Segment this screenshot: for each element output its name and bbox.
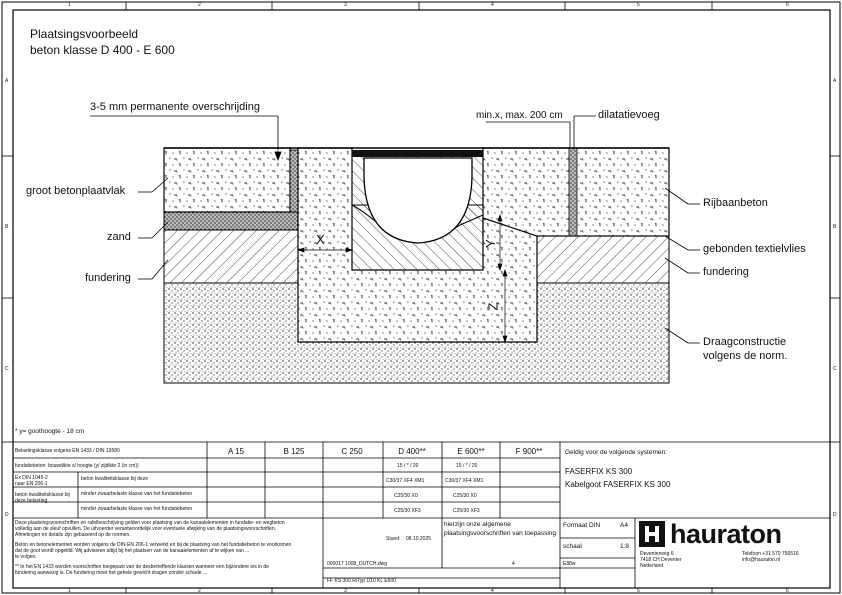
class-f900: F 900** — [515, 447, 543, 456]
left-paving-block — [164, 148, 290, 212]
callout-draagconstructie-2: volgens de norm. — [703, 350, 788, 362]
company-address-1: Deventerweg 6 — [640, 551, 674, 557]
scale-label: schaal — [563, 543, 582, 550]
table-row3-label-b: naar EN 206-1 — [15, 481, 48, 487]
grid-col-4: 4 — [491, 2, 494, 8]
callout-zand: zand — [107, 231, 131, 243]
doc-code: E88w — [563, 561, 576, 567]
grid-row-a: A — [5, 78, 9, 84]
class-c250: C 250 — [341, 447, 363, 456]
company-phone: Telefoon +31 570 756516 — [742, 551, 799, 557]
right-expansion-joint — [569, 148, 577, 236]
row4-d400: C25/30 X0 — [394, 493, 418, 499]
callout-fundering-left: fundering — [85, 272, 131, 284]
table-row1-label: Belastingsklasse volgens EN 1433 / DIN 19580 — [15, 448, 120, 454]
class-d400: D 400** — [398, 447, 426, 456]
callout-fundering-right: fundering — [703, 266, 749, 278]
table-row3-note: beton kwaliteitsklasse bij deze — [81, 476, 148, 482]
grid-row-c-right: C — [833, 366, 837, 372]
note-6: te volgen. — [15, 554, 37, 560]
grid-col-2: 2 — [198, 2, 201, 8]
callout-overschrijding: 3-5 mm permanente overschrijding — [90, 101, 260, 113]
table-row3-label-a: Ex DIN 1045-2 — [15, 475, 48, 481]
row2-e600: 15 / * / 20 — [456, 463, 478, 469]
left-expansion-joint — [290, 150, 298, 212]
doc-sheet-num: 4 — [512, 561, 515, 567]
table-row4-note: minder zwaarbelaste klasse van het fundatiebeton — [81, 491, 193, 497]
table-row5-note: minder zwaarbelaste klasse van het fundatiebeton — [81, 506, 193, 512]
note-7: ** In het EN 1433 worden voorschriften toegepast van de desbetreffende klassen wanneer een bijzondere eis in de — [15, 564, 269, 570]
callout-rijbaanbeton: Rijbaanbeton — [703, 197, 768, 209]
grid-col-1: 1 — [68, 2, 71, 8]
channel-grate — [352, 150, 483, 157]
dim-z-label: Z — [485, 302, 501, 311]
callout-groot-betonplaatvlak: groot betonplaatvlak — [26, 185, 126, 197]
grid-col-5: 5 — [637, 2, 640, 8]
title-line-1: Plaatsingsvoorbeeld — [30, 27, 139, 41]
format-label: Formaat DIN — [563, 522, 601, 529]
grid-row-b: B — [5, 224, 9, 230]
grid-col-3-bottom: 3 — [344, 588, 347, 594]
note-2: volledig aan de sleuf opvullen. De uitvoerder verantwoordelijk voor eventuele afwijking van de plaatsingsvoorschriften. — [15, 526, 276, 532]
grid-col-6: 6 — [786, 2, 789, 8]
footnote: * y= goothoogte - 18 cm — [15, 428, 85, 435]
row3-d400: C30/37 XF4 XM1 — [386, 478, 425, 484]
doc-drawing: FF KS 300 RiTyp D10 KL E600 — [327, 578, 397, 584]
note-3: Afmetingen en details zijn gebaseerd op de normen. — [15, 532, 131, 538]
grid-col-1-bottom: 1 — [68, 588, 71, 594]
grid-row-a-right: A — [833, 78, 837, 84]
row5-e600: C25/30 XF3 — [453, 508, 480, 514]
table-row4-label: beton kwaliteitsklasse bij deze belasting — [15, 492, 70, 504]
grid-row-c: C — [5, 366, 9, 372]
row4-e600: C25/30 X0 — [453, 493, 477, 499]
company-address-2: 7418 CH Deventer — [640, 557, 682, 563]
callout-draagconstructie-1: Draagconstructie — [703, 336, 787, 348]
stand-date: 08.10.2025 — [406, 536, 432, 542]
grid-col-4-bottom: 4 — [491, 588, 494, 594]
title-line-2: beton klasse D 400 - E 600 — [30, 43, 175, 57]
dim-y-label: Y — [482, 239, 498, 248]
sand-layer — [164, 212, 298, 230]
class-a15: A 15 — [227, 447, 244, 456]
systems-header: Geldig voor de volgende systemen: — [565, 449, 667, 456]
callout-dilatatievoeg: dilatatievoeg — [598, 109, 660, 121]
doc-filename: 000017 1008_DUTCH.dwg — [327, 561, 388, 567]
systems-line-2: Kabelgoot FASERFIX KS 300 — [565, 480, 671, 489]
grid-col-2-bottom: 2 — [198, 588, 201, 594]
row3-e600: C30/37 XF4 XM1 — [445, 478, 484, 484]
instruction-2: plaatsingsvoorschriften van toepassing — [444, 530, 557, 537]
grid-row-d: D — [5, 512, 9, 518]
note-8: fundering aanwezig is. De fundering moet het gehele gewicht dragen zonder schade ... — [15, 570, 208, 576]
company-address-3: Nederland — [640, 563, 664, 569]
dim-x-label: X — [316, 232, 325, 247]
company-name: hauraton — [670, 519, 782, 549]
table-row2-label: fundatiebeton: bouwdikte x/ hoogte (y/ zijdikte 2 (in cm)) — [15, 463, 139, 469]
class-e600: E 600** — [457, 447, 485, 456]
company-email: info@hauraton.nl — [742, 557, 781, 563]
left-foundation — [164, 230, 298, 283]
grid-col-6-bottom: 6 — [786, 588, 789, 594]
grid-col-3: 3 — [344, 2, 347, 8]
row2-d400: 15 / * / 20 — [397, 463, 419, 469]
callout-min-max: min.x, max. 200 cm — [476, 110, 563, 121]
callout-gebonden-textielvlies: gebonden textielvlies — [703, 243, 806, 255]
grid-col-5-bottom: 5 — [637, 588, 640, 594]
note-4: Beton en betonelementen worden volgens de DIN EN 206-1 verwerkt en bij de plaatsing van het fundatiebeton te voorkomen — [15, 542, 292, 548]
scale-value: 1:8 — [620, 543, 630, 550]
right-foundation — [537, 236, 669, 283]
class-b125: B 125 — [283, 447, 305, 456]
format-value: A4 — [620, 522, 628, 529]
systems-line-1: FASERFIX KS 300 — [565, 467, 633, 476]
note-1: Deze plaatsingsvoorschriften en rafelbeschrijving gelden voor plaatsing van de kanaalelementen in fundatie- en wegbeton — [15, 520, 285, 526]
grid-row-b-right: B — [833, 224, 837, 230]
row5-d400: C25/30 XF3 — [394, 508, 421, 514]
grid-row-d-right: D — [833, 512, 837, 518]
note-5: dat de goot wordt opgetild. Wij adviseren altijd bij het plaatsen van de kanaalelementen af te wijken van ... — [15, 548, 250, 554]
hauraton-logo-mark — [639, 521, 665, 547]
instruction-1: hierzijn onze algemene — [444, 521, 511, 528]
stand-label: Stand: — [386, 536, 401, 542]
